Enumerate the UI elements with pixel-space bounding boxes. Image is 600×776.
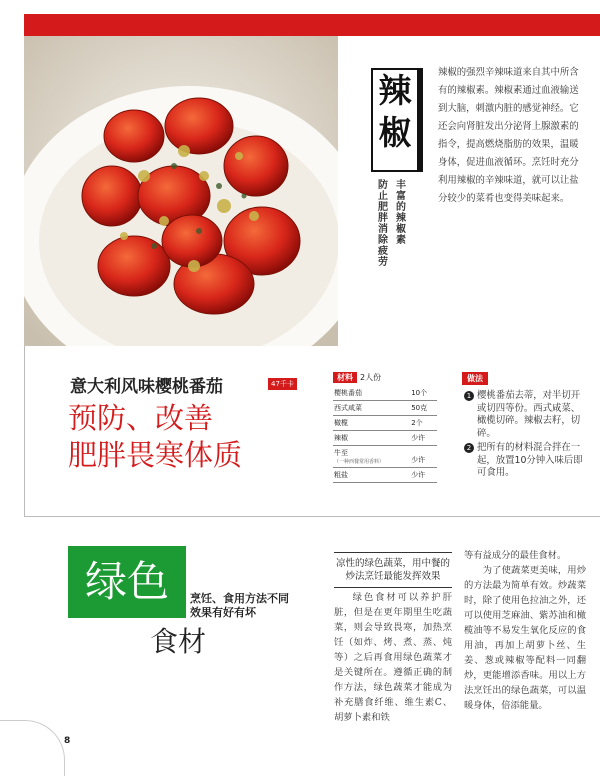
ingredient-amount: 2个 bbox=[405, 416, 437, 431]
headline-line-1: 预防、改善 bbox=[68, 401, 214, 435]
method-step-2 bbox=[464, 442, 586, 480]
top-red-bar bbox=[24, 14, 600, 36]
vertical-subtitle-1: 丰富的辣椒素 bbox=[396, 180, 406, 246]
table-row bbox=[333, 401, 437, 416]
green-subtitle-line-2: 效果有好有坏 bbox=[190, 606, 256, 619]
vertical-subtitle-2: 防止肥胖 消除疲劳 bbox=[378, 180, 388, 268]
table-row bbox=[333, 468, 437, 483]
body-column-middle: 绿色食材可以养护肝脏，但是在更年期里生吃蔬菜，则会导致畏寒，加热烹饪（如炸、烤、煮、蒸、炖等）之后再食用绿色蔬菜才是关键所在。遵循正确的制作方法，绿色蔬菜才能成为补充膳食纤维、维生素C、胡萝卜素和铁 bbox=[334, 592, 452, 723]
ingredient-amount: 50克 bbox=[405, 401, 437, 416]
ingredient-note: （一种西餐常用香料） bbox=[334, 459, 385, 465]
recipe-title: 意大利风味樱桃番茄 bbox=[70, 377, 223, 397]
method-label: 做法 bbox=[462, 372, 488, 385]
chili-description: 辣椒的强烈辛辣味道来自其中所含有的辣椒素。辣椒素通过血液输送到大脑，刺激内脏的感觉神经。它还会向肾脏发出分泌肾上腺激素的指令，提高燃烧脂肪的效果，温暖身体，促进血液循环。烹饪时充分利用辣椒的辛辣味道，就可以让盐分较少的菜肴也变得美味起来。 bbox=[438, 67, 579, 204]
body-column-right: 等有益成分的最佳食材。 为了使蔬菜更美味，用炒的方法最为简单有效。炒蔬菜时，除了使用色拉油之外，还可以使用芝麻油、紫苏油和橄榄油等不易发生氧化反应的食用油，再加上胡萝卜丝、生姜、葱或辣椒等配料一同翻炒，更能增添香味。用以上方法烹饪出的绿色蔬菜，可以温暖身体，倍添能量。 bbox=[464, 550, 586, 711]
green-subtitle bbox=[190, 592, 289, 620]
ingredient-cell bbox=[333, 446, 405, 468]
ingredient-name: 西式咸菜 bbox=[333, 401, 405, 416]
vertical-title-char-2: 椒 bbox=[378, 113, 412, 152]
ingredient-name: 辣椒 bbox=[333, 431, 405, 446]
table-row bbox=[333, 416, 437, 431]
green-subtitle-line-1: 烹饪、食用方法不同 bbox=[190, 592, 289, 605]
step-number-icon: 2 bbox=[464, 443, 474, 453]
ingredients-label: 材料 bbox=[333, 372, 357, 383]
ingredient-name: 牛至 bbox=[334, 449, 348, 457]
page-number: 8 bbox=[64, 736, 71, 746]
table-row bbox=[333, 386, 437, 401]
green-big-title: 食材 bbox=[150, 625, 207, 658]
table-row bbox=[333, 446, 437, 468]
frame-line-horizontal bbox=[24, 516, 600, 517]
table-row bbox=[333, 431, 437, 446]
ingredient-amount: 少许 bbox=[405, 468, 437, 483]
kcal-badge: 47千卡 bbox=[268, 378, 297, 390]
page-corner-curve bbox=[0, 720, 65, 776]
step-number-icon: 1 bbox=[464, 391, 474, 401]
recipe-headline bbox=[68, 400, 242, 474]
step-text: 樱桃番茄去蒂，对半切开或切四等份。西式咸菜、橄榄切碎。辣椒去籽，切碎。 bbox=[477, 390, 581, 439]
ingredient-name: 粗盐 bbox=[333, 468, 405, 483]
ingredient-amount: 少许 bbox=[405, 446, 437, 468]
green-title-box: 绿色 bbox=[68, 546, 186, 618]
method-step-1 bbox=[464, 390, 586, 440]
headline-line-2: 肥胖畏寒体质 bbox=[68, 438, 243, 472]
pull-quote: 凉性的绿色蔬菜，用中餐的炒法烹饪最能发挥效果 bbox=[334, 552, 452, 588]
vertical-title-box bbox=[371, 68, 423, 172]
ingredients-header bbox=[333, 372, 381, 383]
step-text: 把所有的材料混合拌在一起，放置10分钟入味后即可食用。 bbox=[477, 442, 583, 478]
ingredient-amount: 少许 bbox=[405, 431, 437, 446]
vertical-title-char-1: 辣 bbox=[378, 71, 412, 110]
cherry-tomato-photo bbox=[24, 36, 338, 346]
ingredients-table bbox=[333, 386, 437, 483]
ingredient-amount: 10个 bbox=[405, 386, 437, 401]
ingredient-name: 橄榄 bbox=[333, 416, 405, 431]
ingredient-name: 樱桃番茄 bbox=[333, 386, 405, 401]
servings: 2人份 bbox=[360, 373, 382, 382]
